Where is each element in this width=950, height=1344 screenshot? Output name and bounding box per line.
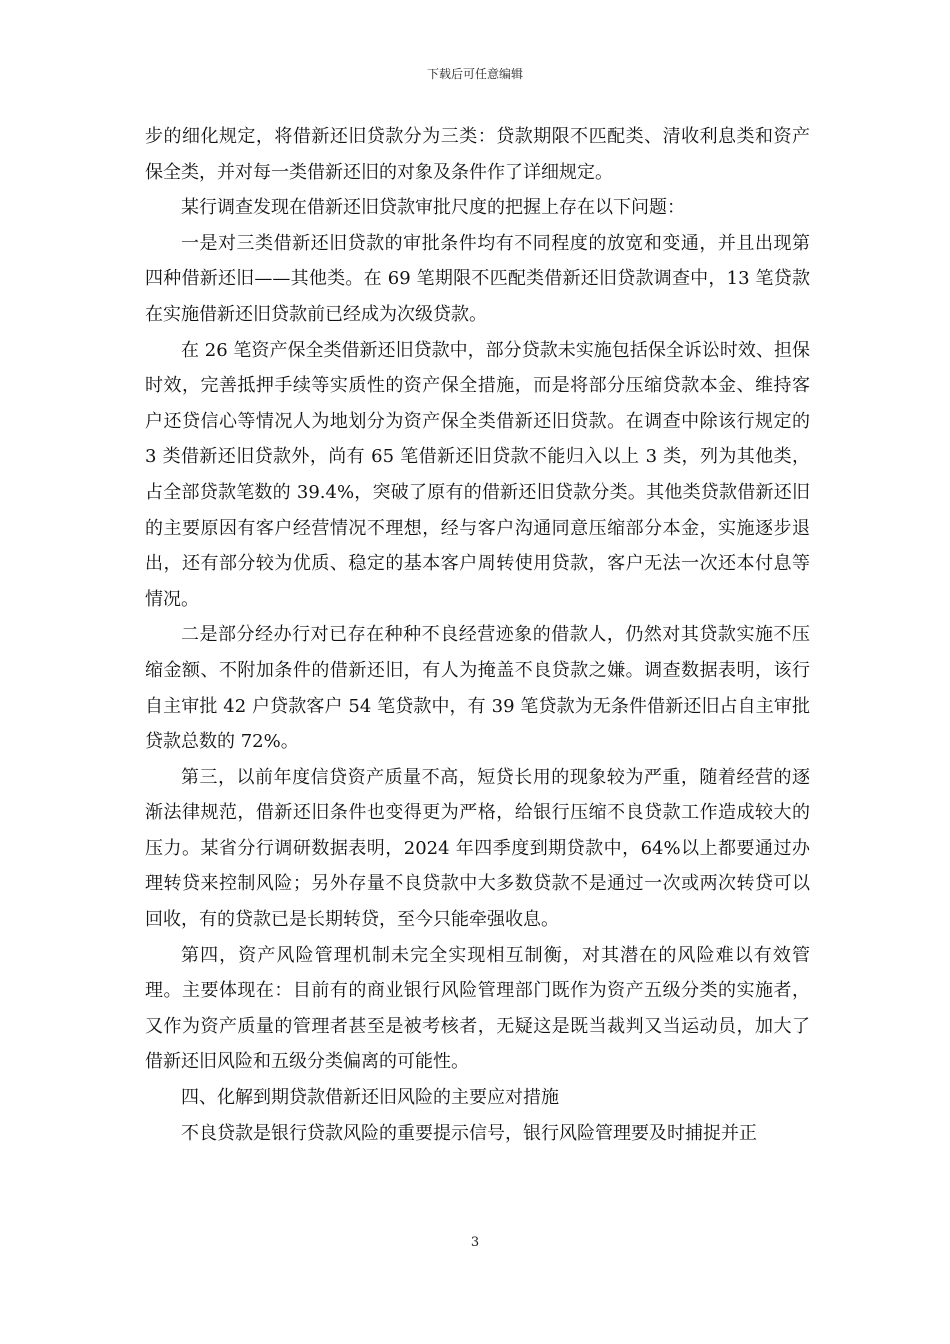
paragraph: 二是部分经办行对已存在种种不良经营迹象的借款人，仍然对其贷款实施不压缩金额、不附加条件的借新还旧，有人为掩盖不良贷款之嫌。调查数据表明，该行自主审批 42 户贷款客户 54 笔贷款中，有 39 笔贷款为无条件借新还旧占自主审批贷款总数的 72%。	[145, 624, 810, 753]
paragraph: 第三，以前年度信贷资产质量不高，短贷长用的现象较为严重，随着经营的逐渐法律规范，借新还旧条件也变得更为严格，给银行压缩不良贷款工作造成较大的压力。某省分行调研数据表明，2024 年四季度到期贷款中，64%以上都要通过办理转贷来控制风险；另外存量不良贷款中大多数贷款不是通过一次或两次转贷可以回收，有的贷款已是长期转贷，至今只能牵强收息。	[145, 766, 810, 931]
paragraph: 一是对三类借新还旧贷款的审批条件均有不同程度的放宽和变通，并且出现第四种借新还旧——其他类。在 69 笔期限不匹配类借新还旧贷款调查中，13 笔贷款在实施借新还旧贷款前已经成为次级贷款。	[145, 232, 810, 325]
paragraph: 第四，资产风险管理机制未完全实现相互制衡，对其潜在的风险难以有效管理。主要体现在：目前有的商业银行风险管理部门既作为资产五级分类的实施者，又作为资产质量的管理者甚至是被考核者，无疑这是既当裁判又当运动员，加大了借新还旧风险和五级分类偏离的可能性。	[145, 944, 810, 1073]
page-header: 下载后可任意编辑	[426, 67, 523, 81]
paragraph: 在 26 笔资产保全类借新还旧贷款中，部分贷款未实施包括保全诉讼时效、担保时效，完善抵押手续等实质性的资产保全措施，而是将部分压缩贷款本金、维持客户还贷信心等情况人为地划分为资产保全类借新还旧贷款。在调查中除该行规定的 3 类借新还旧贷款外，尚有 65 笔借新还旧贷款不能归入以上 3 类，列为其他类，占全部贷款笔数的 39.4%，突破了原有的借新还旧贷款分类。其他类贷款借新还旧的主要原因有客户经营情况不理想，经与客户沟通同意压缩部分本金，实施逐步退出，还有部分较为优质、稳定的基本客户周转使用贷款，客户无法一次还本付息等情况。	[145, 339, 810, 610]
document-body	[145, 119, 810, 1151]
page-number: 3	[470, 1235, 480, 1250]
section-heading: 四、化解到期贷款借新还旧风险的主要应对措施	[181, 1087, 559, 1109]
paragraph: 不良贷款是银行贷款风险的重要提示信号，银行风险管理要及时捕捉并正	[181, 1122, 757, 1144]
paragraph: 步的细化规定，将借新还旧贷款分为三类：贷款期限不匹配类、清收利息类和资产保全类，并对每一类借新还旧的对象及条件作了详细规定。	[145, 126, 810, 183]
paragraph: 某行调查发现在借新还旧贷款审批尺度的把握上存在以下问题：	[181, 197, 685, 219]
